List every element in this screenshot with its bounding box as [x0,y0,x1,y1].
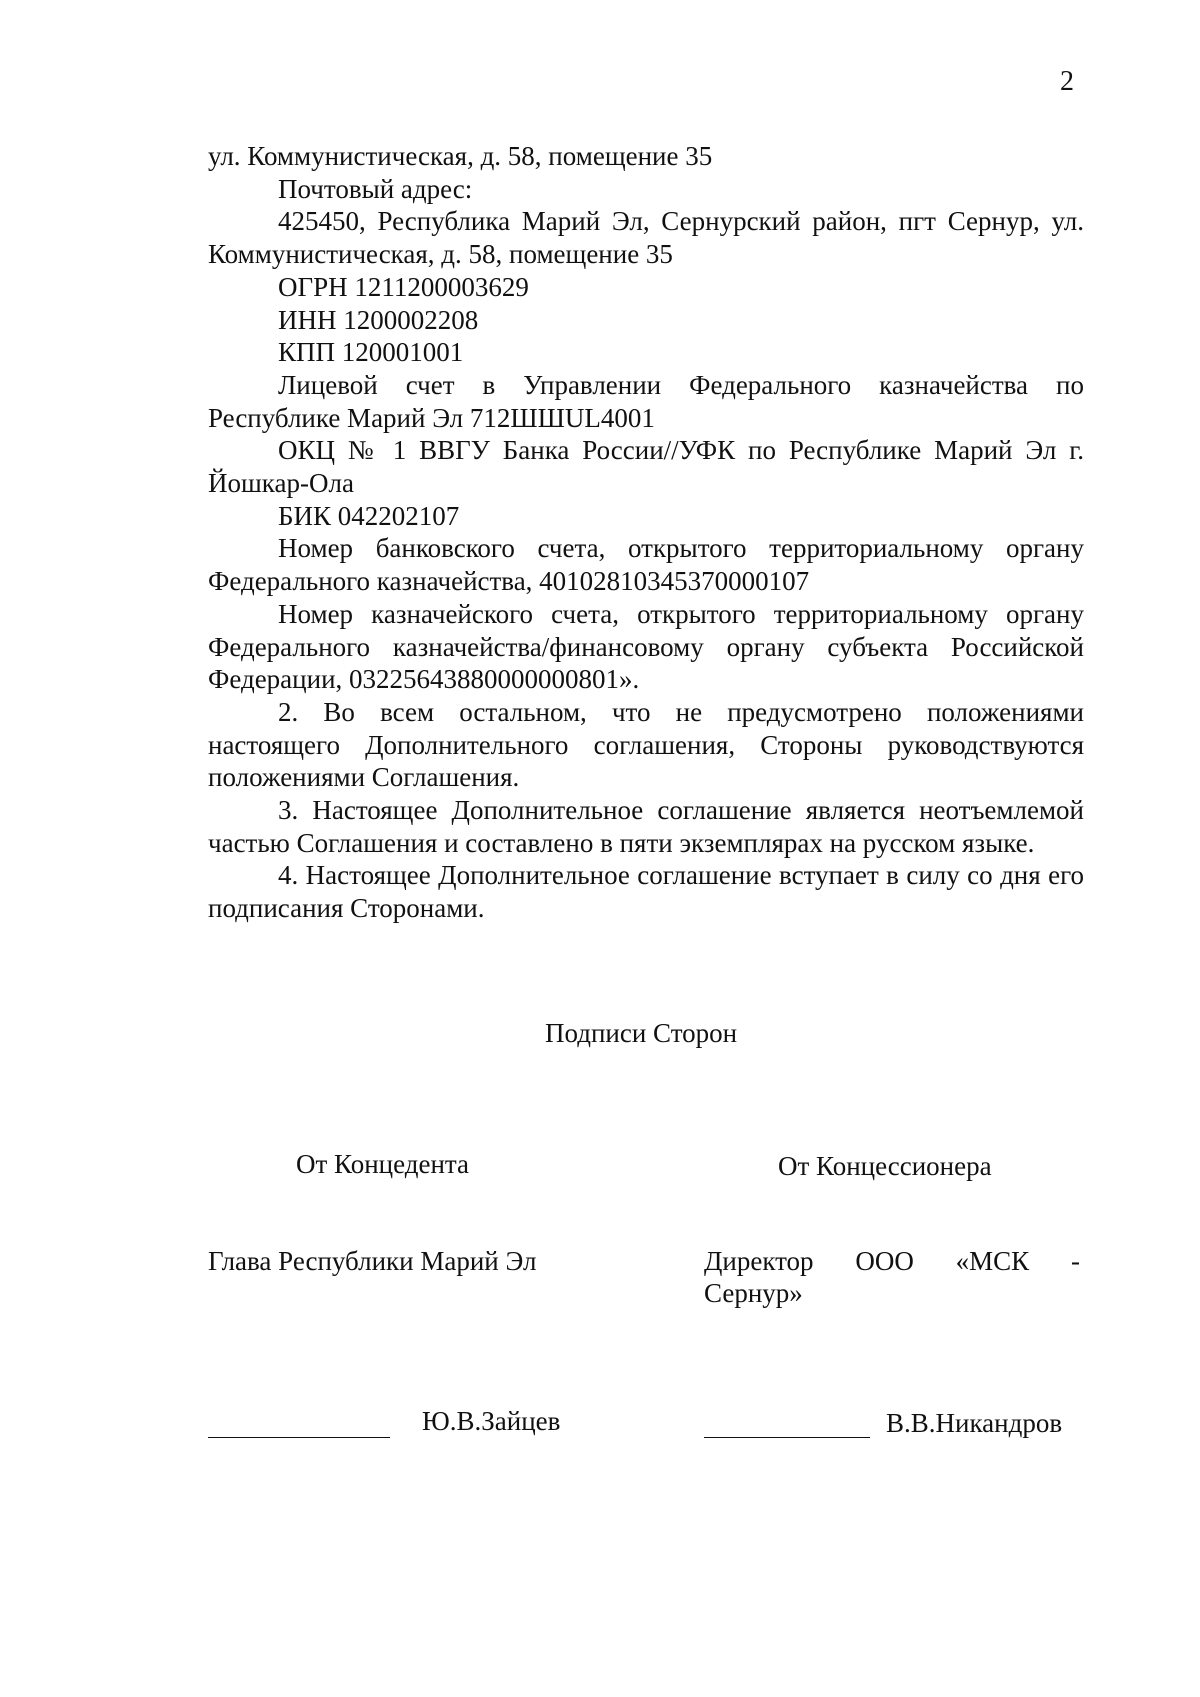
signatures-heading: Подписи Сторон [545,1018,738,1048]
address-line: ул. Коммунистическая, д. 58, помещение 35 [208,141,713,171]
concessionaire-position: Директор ООО «МСК - Сернур» [704,1246,1080,1308]
grantor-signature-line [208,1437,390,1438]
postal-address-label: Почтовый адрес: [278,173,473,204]
ogrn: ОГРН 1211200003629 [278,271,529,302]
page-number: 2 [1060,66,1074,97]
grantor-label: От Концедента [296,1149,470,1179]
concessionaire-signature-line [704,1437,870,1438]
personal-account: Лицевой счет в Управлении Федерального казначейства по Республике Марий Эл 712ШШUL4001 [208,369,1084,433]
inn: ИНН 1200002208 [278,304,479,335]
grantor-position: Глава Республики Марий Эл [208,1246,537,1276]
agreement-body [208,140,1084,925]
treasury-account: Номер казначейского счета, открытого территориальному органу Федерального казначейства/финансовому органу субъекта Российской Федерации, 03225643880000000801». [208,598,1084,695]
grantor-signatory-name: Ю.В.Зайцев [422,1406,561,1436]
clause-2: 2. Во всем остальном, что не предусмотрено положениями настоящего Дополнительного соглашения, Стороны руководствуются положениями Соглашения. [208,696,1084,793]
clause-3: 3. Настоящее Дополнительное соглашение является неотъемлемой частью Соглашения и составлено в пяти экземплярах на русском языке. [208,795,1084,858]
clause-4: 4. Настоящее Дополнительное соглашение вступает в силу со дня его подписания Сторонами. [208,860,1084,924]
bank-account: Номер банковского счета, открытого территориальному органу Федерального казначейства, 40102810345370000107 [208,533,1084,597]
concessionaire-signatory-name: В.В.Никандров [886,1408,1063,1438]
bik: БИК 042202107 [278,500,460,531]
postal-address: 425450, Республика Марий Эл, Сернурский район, пгт Сернур, ул. Коммунистическая, д. 58, помещение 35 [208,206,1084,270]
concessionaire-label: От Концессионера [778,1151,992,1181]
kpp: КПП 120001001 [278,337,464,368]
bank-name: ОКЦ № 1 ВВГУ Банка России//УФК по Республике Марий Эл г. Йошкар-Ола [208,435,1084,499]
